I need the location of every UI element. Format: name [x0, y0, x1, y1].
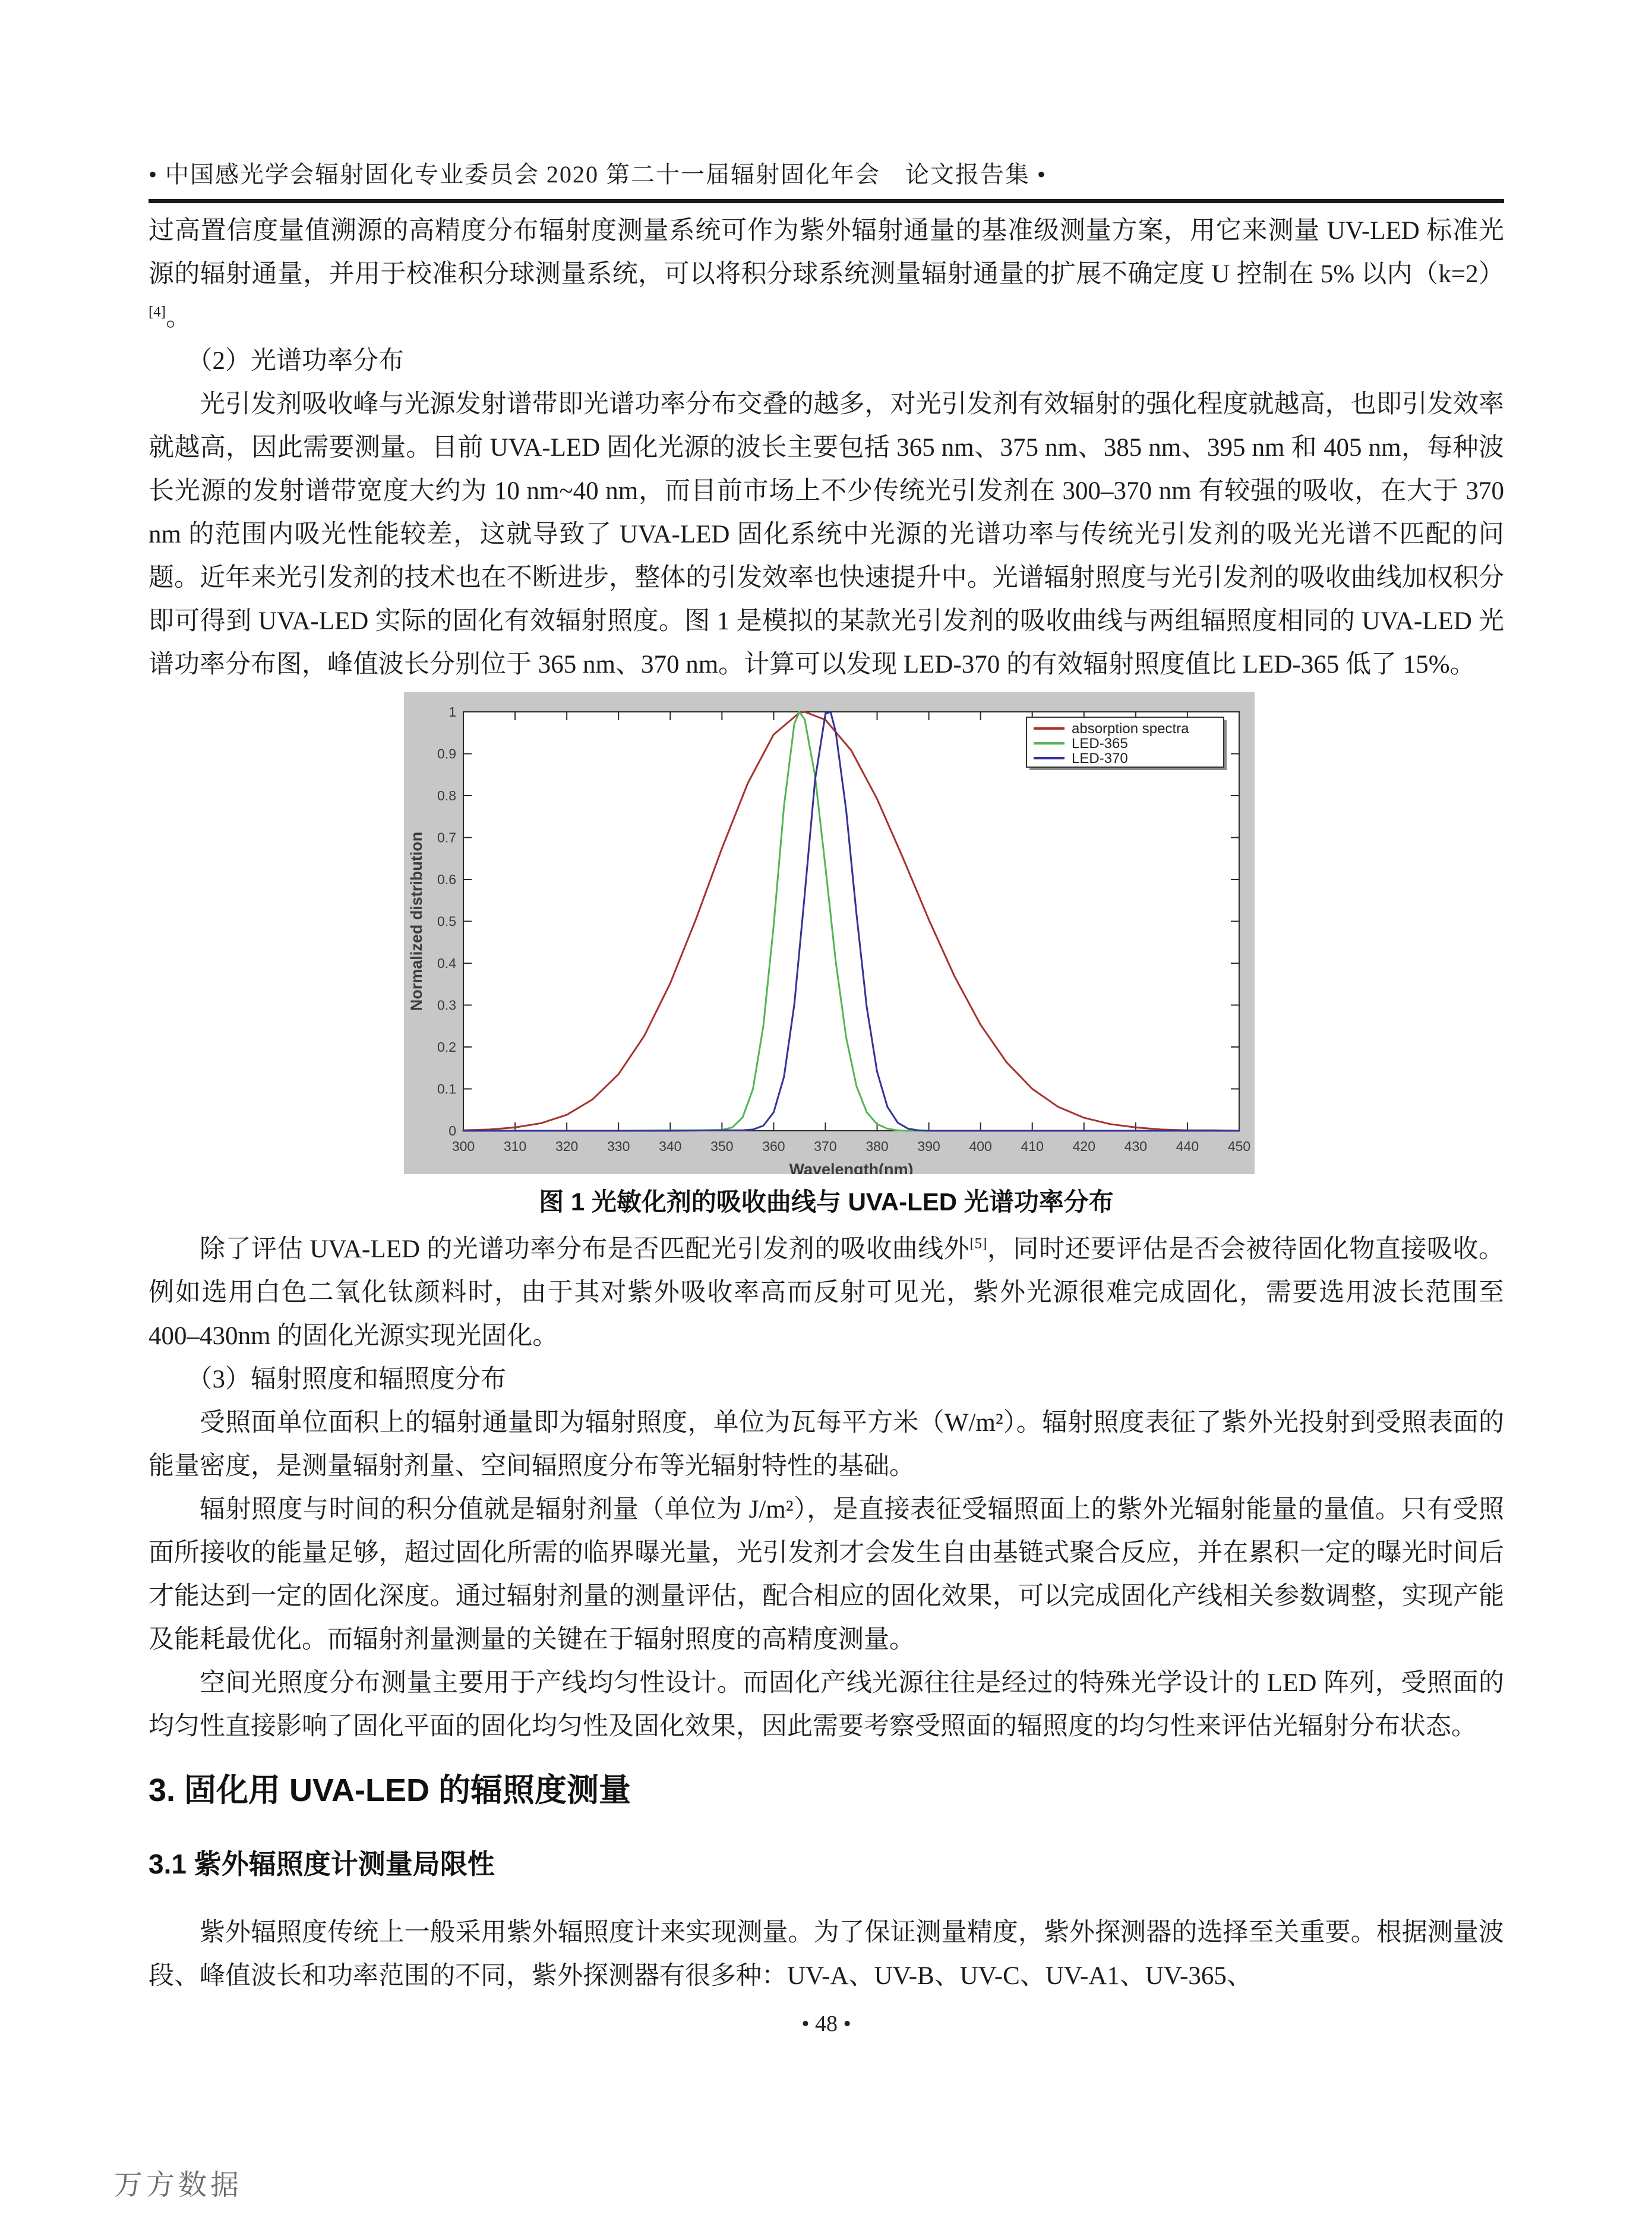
y-tick-label: 0.8: [437, 788, 456, 803]
y-tick-label: 0.4: [437, 955, 456, 971]
plot-area: [463, 712, 1239, 1131]
x-tick-label: 410: [1021, 1138, 1044, 1154]
x-tick-label: 430: [1124, 1138, 1148, 1154]
figure-1-caption: 图 1 光敏化剂的吸收曲线与 UVA-LED 光谱功率分布: [539, 1188, 1114, 1216]
citation-ref-5: [5]: [969, 1235, 987, 1252]
y-tick-label: 0.1: [437, 1081, 456, 1097]
x-tick-label: 420: [1072, 1138, 1095, 1154]
x-tick-label: 340: [659, 1138, 682, 1154]
legend: [1026, 717, 1227, 770]
paragraph-traceability-text: 过高置信度量值溯源的高精度分布辐射度测量系统可作为紫外辐射通量的基准级测量方案，用它来测量 UV-LED 标准光源的辐射通量，并用于校准积分球测量系统，可以将积分球系统测量辐射通量的扩展不确定度 U 控制在 5% 以内（k=2）: [149, 217, 1504, 288]
paragraph-radiant-dose: 辐射照度与时间的积分值就是辐射剂量（单位为 J/m²），是直接表征受辐照面上的紫外光辐射能量的量值。只有受照面所接收的能量足够，超过固化所需的临界曝光量，光引发剂才会发生自由基链式聚合反应，并在累积一定的曝光时间后才能达到一定的固化深度。通过辐射剂量的测量评估，配合相应的固化效果，可以完成固化产线相关参数调整，实现产能及能耗最优化。而辐射剂量测量的关键在于辐射照度的高精度测量。: [149, 1496, 1504, 1654]
paragraph-irradiance-definition: 受照面单位面积上的辐射通量即为辐射照度，单位为瓦每平方米（W/m²）。辐射照度表征了紫外光投射到受照表面的能量密度，是测量辐射剂量、空间辐照度分布等光辐射特性的基础。: [149, 1409, 1504, 1480]
paragraph-spectral-power: 光引发剂吸收峰与光源发射谱带即光谱功率分布交叠的越多，对光引发剂有效辐射的强化程度就越高，也即引发效率就越高，因此需要测量。目前 UVA-LED 固化光源的波长主要包括 365 nm、375 nm、385 nm、395 nm 和 405 nm，每种波长光源的发射谱带宽度大约为 10 nm~40 nm，而目前市场上不少传统光引发剂在 300–370 nm 有较强的吸收，在大于 370 nm 的范围内吸光性能较差，这就导致了 UVA-LED 固化系统中光源的光谱功率与传统光引发剂的吸光光谱不匹配的问题。近年来光引发剂的技术也在不断进步，整体的引发效率也快速提升中。光谱辐射照度与光引发剂的吸收曲线加权积分即可得到 UVA-LED 实际的固化有效辐射照度。图 1 是模拟的某款光引发剂的吸收曲线与两组辐照度相同的 UVA-LED 光谱功率分布图，峰值波长分别位于 365 nm、370 nm。计算可以发现 LED-370 的有效辐射照度值比 LED-365 低了 15%。: [149, 390, 1504, 679]
page-header: [149, 156, 1504, 203]
legend-entry-label: LED-365: [1072, 736, 1128, 752]
list-item-irradiance: （3）辐射照度和辐照度分布: [187, 1365, 506, 1393]
paragraph-spatial-uniformity: 空间光照度分布测量主要用于产线均匀性设计。而固化产线光源往往是经过的特殊光学设计的 LED 阵列，受照面的均匀性直接影响了固化平面的固化均匀性及固化效果，因此需要考察受照面的辐照度的均匀性来评估光辐射分布状态。: [149, 1669, 1504, 1740]
paragraph-absorption-end: ，同时还要评估是否会被待固化物直接吸收。例如选用白色二氧化钛颜料时，由于其对紫外吸收率高而反射可见光，紫外光源很难完成固化，需要选用波长范围至 400–430nm 的固化光源实现光固化。: [149, 1235, 1504, 1350]
conference-header-title: • 中国感光学会辐射固化专业委员会 2020 第二十一届辐射固化年会 论文报告集 •: [149, 161, 1047, 188]
x-tick-label: 320: [555, 1138, 579, 1154]
x-tick-label: 360: [762, 1138, 785, 1154]
y-tick-label: 0.2: [437, 1039, 456, 1055]
x-tick-label: 450: [1227, 1138, 1251, 1154]
figure-1-chart: [404, 692, 1255, 1174]
x-tick-label: 310: [503, 1138, 527, 1154]
y-tick-label: 0.3: [437, 997, 456, 1013]
paragraph-absorption-text: 除了评估 UVA-LED 的光谱功率分布是否匹配光引发剂的吸收曲线外: [200, 1235, 970, 1263]
y-tick-label: 0: [448, 1123, 456, 1138]
citation-ref-4: [4]: [149, 304, 166, 320]
page-number: • 48 •: [801, 2011, 851, 2036]
legend-entry-label: LED-370: [1072, 750, 1128, 767]
header-rule: [149, 199, 1504, 203]
section-3-1-heading: 3.1 紫外辐照度计测量局限性: [149, 1849, 495, 1879]
list-item-spectral-power: （2）光谱功率分布: [187, 347, 404, 375]
spectra-chart-svg: [404, 692, 1255, 1174]
paragraph-absorption-match: [149, 1228, 1504, 1358]
x-tick-label: 330: [607, 1138, 630, 1154]
paragraph-traceability-end: 。: [166, 304, 192, 332]
legend-entry-label: absorption spectra: [1072, 721, 1189, 737]
x-tick-label: 350: [710, 1138, 734, 1154]
watermark-wanfang: 万方数据: [114, 2169, 243, 2201]
x-axis-label: Wavelength(nm): [789, 1160, 914, 1174]
y-tick-label: 0.9: [437, 746, 456, 762]
section-3-heading: 3. 固化用 UVA-LED 的辐照度测量: [149, 1772, 631, 1808]
x-tick-label: 440: [1176, 1138, 1199, 1154]
x-tick-label: 400: [969, 1138, 992, 1154]
y-axis-label: Normalized distribution: [408, 831, 425, 1011]
x-tick-label: 390: [917, 1138, 940, 1154]
x-tick-label: 380: [866, 1138, 889, 1154]
page-content: [149, 209, 1504, 2037]
y-tick-label: 0.7: [437, 830, 456, 846]
figure-1: [404, 692, 1255, 1174]
paragraph-traceability: [149, 209, 1504, 339]
y-tick-label: 0.5: [437, 913, 456, 929]
x-tick-label: 300: [451, 1138, 475, 1154]
x-tick-label: 370: [814, 1138, 837, 1154]
paragraph-uv-radiometer: 紫外辐照度传统上一般采用紫外辐照度计来实现测量。为了保证测量精度，紫外探测器的选择至关重要。根据测量波段、峰值波长和功率范围的不同，紫外探测器有很多种：UV-A、UV-B、UV-C、UV-A1、UV-365、: [149, 1919, 1504, 1990]
y-tick-label: 1: [448, 704, 456, 720]
y-tick-label: 0.6: [437, 872, 456, 887]
